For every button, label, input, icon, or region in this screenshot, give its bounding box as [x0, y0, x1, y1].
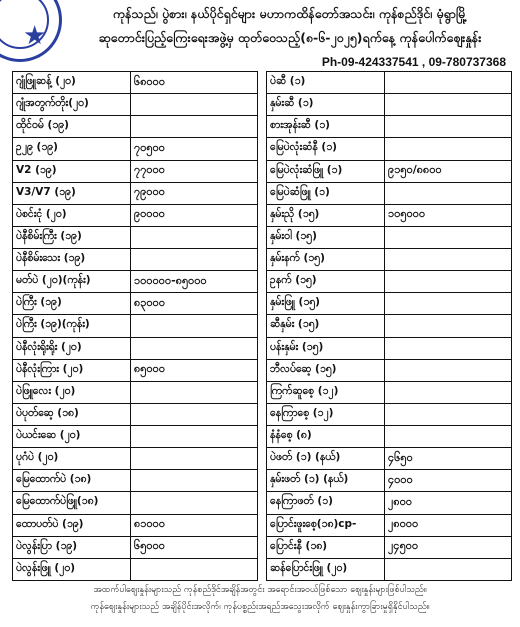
table-row [13, 138, 258, 160]
commodity-name: ပဲလွန်းဖြူ (၂၀) [13, 558, 131, 580]
commodity-price: ၆၅၀၀၀ [131, 536, 258, 558]
commodity-name: နှမ်းနက် (၁၅) [267, 249, 385, 271]
table-row [13, 226, 258, 248]
commodity-price [131, 94, 258, 116]
commodity-name: နှမ်းဆီ (၁) [267, 94, 385, 116]
header-title: ကုန်သည်၊ ပွဲစား၊ နယ်ပိုင်ရှင်များ မဟာကထိန်တော်အသင်း၊ ကုန်စည်ဒိုင်၊ မုံရွာမြို့ [112, 6, 468, 21]
price-grid [12, 71, 512, 581]
table-row [13, 514, 258, 536]
commodity-name: ကြက်ဆူစေ့ (၁၂) [267, 381, 385, 403]
commodity-name: နေကြာဖတ် (၁) [267, 492, 385, 514]
commodity-price: ၈၁၀၀၀ [131, 514, 258, 536]
commodity-price [385, 72, 512, 94]
table-row [267, 293, 512, 315]
commodity-name: ပဲကြီး (၁၉)(ကုန်း) [13, 315, 131, 337]
commodity-name: ပဲကြီး (၁၉) [13, 293, 131, 315]
table-row [267, 138, 512, 160]
commodity-price [131, 426, 258, 448]
commodity-name: V3/V7 (၁၉) [13, 182, 131, 204]
commodity-name: ပဲနီစိမ်းသေး (၁၉) [13, 249, 131, 271]
commodity-price: ၈၃၀၀၀ [131, 293, 258, 315]
phone-numbers: Ph-09-424337541 , 09-780737368 [321, 55, 506, 69]
commodity-name: နံနံစေ့ (၈) [267, 426, 385, 448]
commodity-name: ပဲပုတ်ဆေ့ (၁၈) [13, 403, 131, 425]
commodity-price [385, 249, 512, 271]
table-row [267, 271, 512, 293]
table-row [267, 426, 512, 448]
table-row [13, 448, 258, 470]
table-row [267, 536, 512, 558]
table-row [13, 72, 258, 94]
table-row [267, 116, 512, 138]
table-row [267, 204, 512, 226]
commodity-price [131, 226, 258, 248]
commodity-price [385, 293, 512, 315]
table-row [267, 470, 512, 492]
commodity-price [131, 492, 258, 514]
table-row [13, 337, 258, 359]
commodity-price [131, 315, 258, 337]
table-row [267, 72, 512, 94]
table-row [13, 359, 258, 381]
commodity-price: ၆၈၀၀၀ [131, 72, 258, 94]
commodity-name: ဘီလပ်ဆေ့ (၁၅) [267, 359, 385, 381]
commodity-price: ၄၆၅၀ [385, 448, 512, 470]
commodity-name: ပဲနီလုံးရိုးရိုး (၂၀) [13, 337, 131, 359]
table-row [267, 514, 512, 536]
commodity-price [385, 359, 512, 381]
table-row [267, 226, 512, 248]
star-icon: ★ [23, 21, 47, 51]
commodity-name: နေကြာစေ့ (၁၂) [267, 403, 385, 425]
commodity-price: ၂၈၀၀၀ [385, 514, 512, 536]
table-row [267, 558, 512, 580]
commodity-price: ၁၀၀၀၀၀-၈၅၀၀၀ [131, 271, 258, 293]
table-row [13, 116, 258, 138]
table-row [13, 160, 258, 182]
commodity-price [131, 381, 258, 403]
association-seal [0, 0, 62, 62]
commodity-name: မတ်ပဲ (၂၀)(ကုန်း) [13, 271, 131, 293]
right-price-table [266, 71, 512, 581]
commodity-price [385, 226, 512, 248]
commodity-name: မြေပဲလုံးဆံနီ (၁) [267, 138, 385, 160]
commodity-price: ၉၀၀၀၀ [131, 204, 258, 226]
commodity-price [385, 94, 512, 116]
table-row [267, 448, 512, 470]
commodity-name: ပြောင်းနီ (၁၈) [267, 536, 385, 558]
commodity-price [131, 403, 258, 425]
commodity-name: ပဲဆီ (၁) [267, 72, 385, 94]
commodity-price: ၇၀၅၀၀ [131, 138, 258, 160]
commodity-name: ပဲနီလုံးကြား (၂၀) [13, 359, 131, 381]
commodity-price [385, 558, 512, 580]
header [0, 0, 520, 70]
table-row [13, 558, 258, 580]
commodity-name: ဥနက် (၁၅) [267, 271, 385, 293]
commodity-name: ဆီနှမ်း (၁၅) [267, 315, 385, 337]
commodity-price: ၂၄၅၀၀ [385, 536, 512, 558]
table-row [13, 249, 258, 271]
table-row [13, 204, 258, 226]
commodity-name: ဆန်ပြောင်းဖြူ (၂၀) [267, 558, 385, 580]
commodity-price [385, 138, 512, 160]
table-row [13, 315, 258, 337]
commodity-price: ၇၉၀၀၀ [131, 182, 258, 204]
commodity-name: နှမ်းညို (၁၅) [267, 204, 385, 226]
commodity-price [385, 381, 512, 403]
commodity-price [131, 470, 258, 492]
table-row [13, 94, 258, 116]
commodity-name: ပဲစင်းငုံ (၂၀) [13, 204, 131, 226]
commodity-name: မြေပဲလုံးဆံဖြူ (၁) [267, 160, 385, 182]
header-subtitle: ဆုတောင်းပြည့်ကြေးရေးအဖွဲ့မှ ထုတ်ဝေသည့်(၈-၆-၂၀၂၅)ရက်နေ့ ကုန်ပေါက်ဈေးနှုန်း [98, 30, 482, 45]
commodity-price [131, 116, 258, 138]
commodity-name: ပဲဖတ် (၁) (နယ်) [267, 448, 385, 470]
table-row [13, 536, 258, 558]
commodity-price [131, 337, 258, 359]
table-row [13, 426, 258, 448]
left-price-table [12, 71, 258, 581]
commodity-price [131, 448, 258, 470]
table-row [13, 381, 258, 403]
table-row [13, 182, 258, 204]
commodity-price [131, 558, 258, 580]
commodity-name: ထောပတ်ပဲ (၁၉) [13, 514, 131, 536]
commodity-price [385, 271, 512, 293]
commodity-name: ဂျုံဖြူဆန့် (၂၀) [13, 72, 131, 94]
table-row [13, 293, 258, 315]
commodity-price: ၁၀၅၀၀၀ [385, 204, 512, 226]
commodity-name: ပန်းနှမ်း (၁၅) [267, 337, 385, 359]
commodity-name: နှမ်းဖြူ (၁၅) [267, 293, 385, 315]
footer-line-1: အထက်ပါဈေးနှုန်းများသည် ကုန်စည်ဒိုင်အချိန်အတွင်း အရောင်းအဝယ်ဖြစ်သော ဈေးနှုန်းများဖြစ်ပါသည်။ [93, 585, 427, 595]
table-row [267, 160, 512, 182]
commodity-name: နှမ်းဖတ် (၁) (နယ်) [267, 470, 385, 492]
table-row [267, 315, 512, 337]
commodity-price: ၇၇၀၀၀ [131, 160, 258, 182]
table-row [267, 182, 512, 204]
footer-note [10, 582, 510, 616]
footer-line-2: ကုန်ဈေးနှုန်းများသည် အချိန်ပိုင်းအလိုက်၊ ကုန်ပစ္စည်းအရည်အသွေးအလိုက် ဈေးနှုန်းကွာခြားမှုရှိနိုင်ပါသည်။ [90, 602, 430, 612]
commodity-name: မြေထောက်ပဲ (၁၈) [13, 470, 131, 492]
commodity-price [131, 249, 258, 271]
commodity-name: ဂျုံအတွက်တိုး(၂၀) [13, 94, 131, 116]
commodity-name: ပဲဖြူလေး (၂၀) [13, 381, 131, 403]
commodity-name: ပဲယင်းဆေ (၂၀) [13, 426, 131, 448]
table-row [267, 403, 512, 425]
commodity-name: စားအုန်းဆီ (၁) [267, 116, 385, 138]
commodity-name: မြေထောက်ပဲဖြူ(၁၈) [13, 492, 131, 514]
commodity-price: ၂၈၀၀ [385, 492, 512, 514]
commodity-price [385, 337, 512, 359]
commodity-price [385, 182, 512, 204]
table-row [267, 381, 512, 403]
table-row [13, 492, 258, 514]
commodity-price [385, 403, 512, 425]
table-row [267, 249, 512, 271]
table-row [267, 94, 512, 116]
commodity-name: နှမ်းဝါ (၁၅) [267, 226, 385, 248]
commodity-name: ဥ၂၉ (၁၉) [13, 138, 131, 160]
commodity-price [385, 426, 512, 448]
table-row [13, 403, 258, 425]
commodity-price [385, 116, 512, 138]
table-row [13, 271, 258, 293]
commodity-name: ပုဂံပဲ (၂၀) [13, 448, 131, 470]
commodity-name: မြေပဲဆံဖြူ (၁) [267, 182, 385, 204]
commodity-name: ပြောင်းဖူးစေ့(၁၈)cp- [267, 514, 385, 536]
commodity-name: V2 (၁၉) [13, 160, 131, 182]
table-row [13, 470, 258, 492]
commodity-name: ထိုင်ဝမ် (၁၉) [13, 116, 131, 138]
table-row [267, 359, 512, 381]
commodity-name: ပဲနီစိမ်းကြီး (၁၉) [13, 226, 131, 248]
commodity-price: ၄၀၀၀ [385, 470, 512, 492]
commodity-name: ပဲလွန်းပြာ (၁၉) [13, 536, 131, 558]
commodity-price: ၉၁၅၀/၈၈၀၀ [385, 160, 512, 182]
commodity-price: ၈၅၀၀၀ [131, 359, 258, 381]
table-row [267, 337, 512, 359]
table-row [267, 492, 512, 514]
commodity-price [385, 315, 512, 337]
